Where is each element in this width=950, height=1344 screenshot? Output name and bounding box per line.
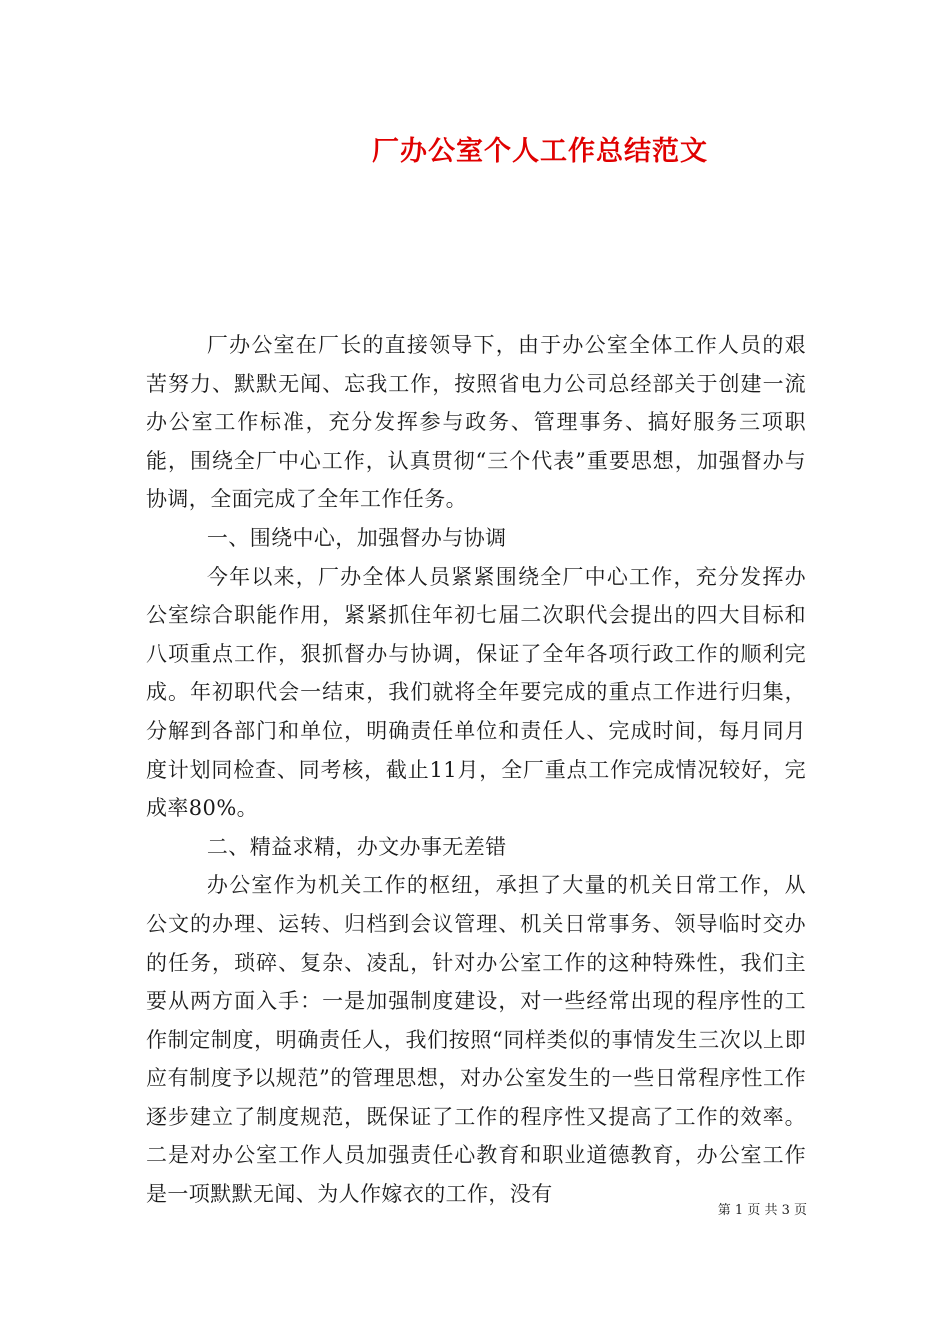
page-title: 厂办公室个人工作总结范文 bbox=[372, 136, 708, 167]
section-1-paragraph: 今年以来，厂办全体人员紧紧围绕全厂中心工作，充分发挥办公室综合职能作用，紧紧抓住年初七届二次职代会提出的四大目标和八项重点工作，狠抓督办与协调，保证了全年各项行政工作的顺利完成。年初职代会一结束，我们就将全年要完成的重点工作进行归集，分解到各部门和单位，明确责任单位和责任人、完成时间，每月同月度计划同检查、同考核，截止11月，全厂重点工作完成情况较好，完成率80%。 bbox=[146, 564, 806, 821]
document-body bbox=[146, 326, 806, 1214]
page-number-footer: 第 1 页 共 3 页 bbox=[717, 1203, 807, 1218]
intro-paragraph: 厂办公室在厂长的直接领导下，由于办公室全体工作人员的艰苦努力、默默无闻、忘我工作，按照省电力公司总经部关于创建一流办公室工作标准，充分发挥参与政务、管理事务、搞好服务三项职能，围绕全厂中心工作，认真贯彻“三个代表”重要思想，加强督办与协调，全面完成了全年工作任务。 bbox=[146, 333, 806, 512]
section-2-paragraph: 办公室作为机关工作的枢纽，承担了大量的机关日常工作，从公文的办理、运转、归档到会议管理、机关日常事务、领导临时交办的任务，琐碎、复杂、凌乱，针对办公室工作的这种特殊性，我们主要从两方面入手：一是加强制度建设，对一些经常出现的程序性的工作制定制度，明确责任人，我们按照“同样类似的事情发生三次以上即应有制度予以规范”的管理思想，对办公室发生的一些日常程序性工作逐步建立了制度规范，既保证了工作的程序性又提高了工作的效率。二是对办公室工作人员加强责任心教育和职业道德教育，办公室工作是一项默默无闻、为人作嫁衣的工作，没有 bbox=[146, 873, 806, 1207]
section-heading-1: 一、围绕中心，加强督办与协调 bbox=[206, 525, 507, 550]
section-heading-2: 二、精益求精，办文办事无差错 bbox=[206, 834, 507, 859]
